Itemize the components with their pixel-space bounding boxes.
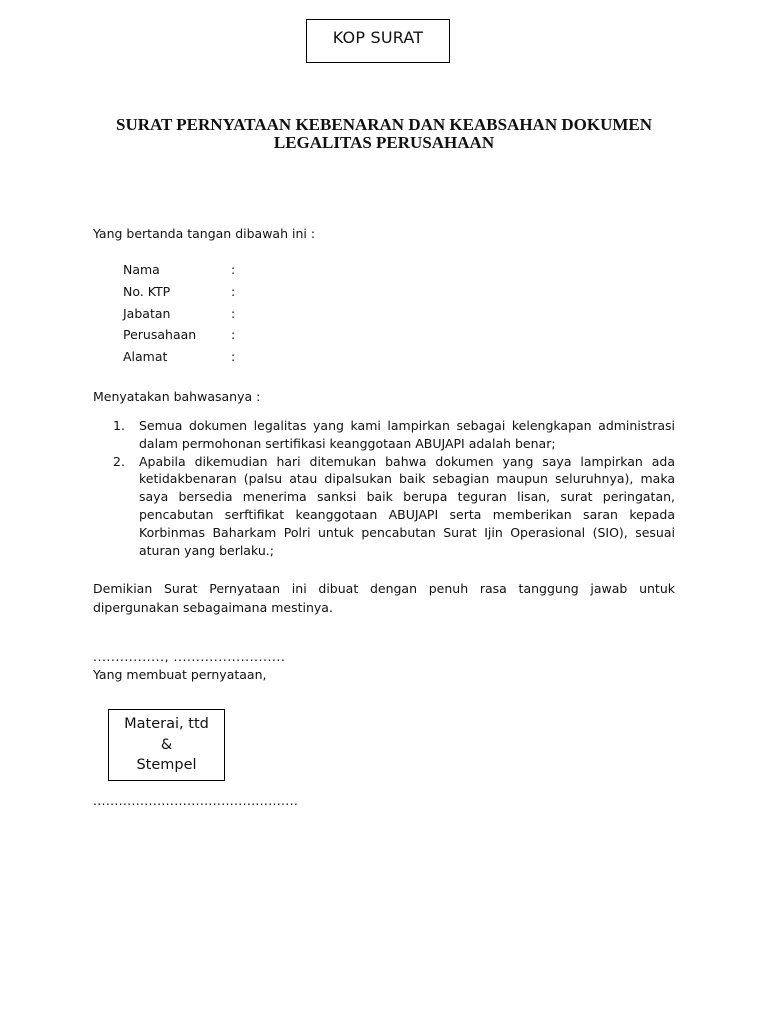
statement-intro: Menyatakan bahwasanya :: [93, 389, 261, 404]
field-label: No. KTP: [123, 284, 171, 300]
stamp-line-1: Materai, ttd: [124, 716, 209, 732]
statement-list: [109, 417, 675, 559]
field-jabatan: [123, 302, 241, 324]
field-colon: :: [231, 284, 236, 300]
field-label: Alamat: [123, 349, 168, 365]
stamp-box: [108, 709, 225, 781]
field-alamat: [123, 346, 241, 368]
stamp-line-3: Stempel: [136, 757, 197, 773]
field-label: Jabatan: [123, 305, 171, 321]
title-line-1: SURAT PERNYATAAN KEBENARAN DAN KEABSAHAN DOKUMEN: [115, 115, 653, 134]
field-perusahaan: [123, 324, 241, 346]
intro-text: Yang bertanda tangan dibawah ini :: [93, 226, 316, 241]
letterhead-placeholder: KOP SURAT: [306, 19, 450, 63]
field-label: Perusahaan: [123, 327, 197, 343]
title-line-2: LEGALITAS PERUSAHAAN: [273, 133, 495, 152]
closing-paragraph: Demikian Surat Pernyataan ini dibuat dengan penuh rasa tanggung jawab untuk dipergunakan sebagaimana mestinya.: [93, 581, 675, 615]
field-colon: :: [231, 349, 236, 365]
place-date-line: ................, .........................: [93, 649, 286, 664]
field-nama: [123, 259, 241, 281]
field-colon: :: [231, 327, 236, 343]
field-label: Nama: [123, 262, 160, 278]
list-item: [109, 453, 675, 560]
list-item-number: 1.: [113, 418, 125, 433]
field-colon: :: [231, 305, 236, 321]
document-title: [60, 116, 708, 152]
stamp-line-2: &: [160, 736, 173, 753]
list-item: [109, 417, 675, 453]
field-no-ktp: [123, 281, 241, 303]
identity-fields: [123, 259, 241, 367]
maker-label: Yang membuat pernyataan,: [93, 667, 267, 682]
list-item-text: Semua dokumen legalitas yang kami lampirkan sebagai kelengkapan administrasi dalam permohonan sertifikasi keanggotaan ABUJAPI adalah benar;: [139, 418, 675, 451]
signature-name-line: ................................................: [93, 793, 299, 808]
list-item-number: 2.: [113, 453, 125, 469]
field-colon: :: [231, 262, 236, 278]
list-item-text: Apabila dikemudian hari ditemukan bahwa dokumen yang saya lampirkan ada ketidakbenaran (palsu atau dipalsukan baik sebagian maupun seluruhnya), maka saya bersedia menerima sanksi baik berupa teguran lisan, surat peringatan, pencabutan serftifikat keanggotaan ABUJAPI serta memberikan saran kepada Korbinmas Baharkam Polri untuk pencabutan Surat Ijin Operasional (SIO), sesuai aturan yang berlaku.;: [139, 453, 675, 558]
